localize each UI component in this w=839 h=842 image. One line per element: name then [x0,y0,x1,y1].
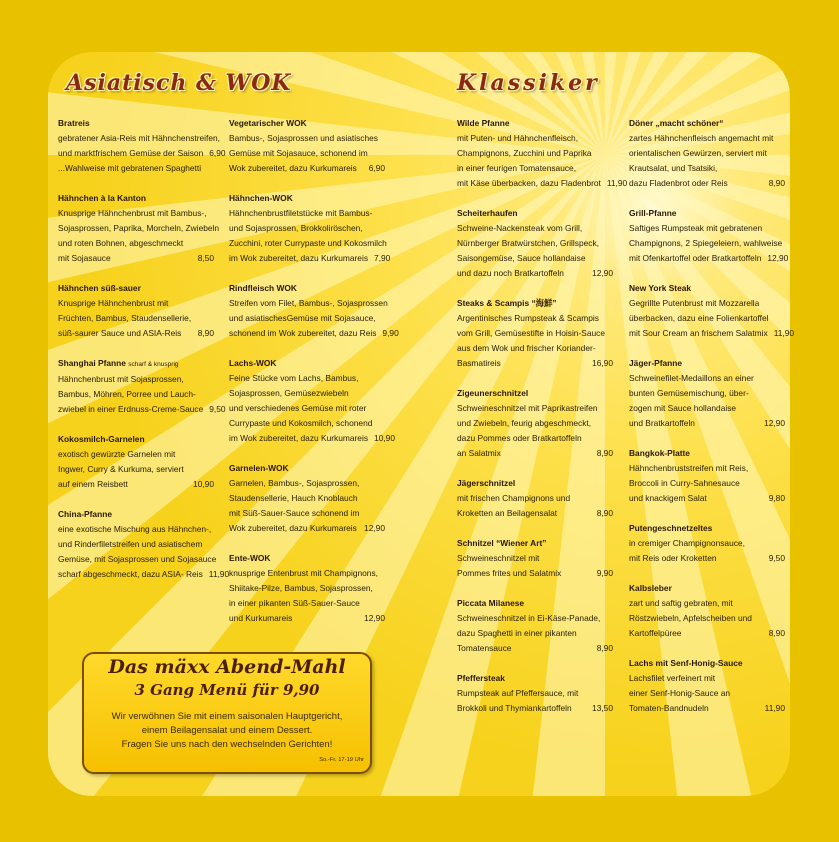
menu-item-line [629,476,785,491]
menu-item-description: dazu Pommes oder Bratkartoffeln [457,433,582,443]
menu-item-description: und Rinderfiletstreifen und asiatischem [58,539,203,549]
menu-item-price: 9,50 [768,553,785,563]
menu-item-line [229,386,385,401]
menu-item-line [629,311,785,326]
menu-item [229,461,385,536]
menu-item-description: Broccoli in Curry-Sahnesauce [629,478,740,488]
menu-item-price: 11,90 [764,703,785,713]
menu-item-description: Gemüse mit Sojasauce, schonend im [229,148,368,158]
menu-item-line [457,626,613,641]
menu-item-price: 6,90 [368,163,385,173]
menu-item-description: dazu Fladenbrot oder Reis [629,178,728,188]
menu-item-description: Sojasprossen, Paprika, Morcheln, Zwiebeln [58,223,220,233]
menu-column-3 [457,116,628,731]
menu-item-line [58,537,214,552]
menu-item-line [457,641,613,656]
menu-item-description: Basmatireis [457,358,501,368]
menu-item [629,581,785,641]
menu-item-line [629,251,789,266]
menu-item-name: Garnelen-WOK [229,463,289,473]
menu-item-line [58,146,226,161]
menu-item-name: China-Pfanne [58,509,112,519]
menu-item-line [229,221,385,236]
menu-item-line [58,206,214,221]
menu-item-line [229,491,385,506]
menu-item [629,521,785,566]
menu-item-price: 11,90 [208,569,230,579]
menu-item-line [457,566,613,581]
menu-item-line [629,686,785,701]
evening-menu-text-2: einem Beilagensalat und einem Dessert. [141,725,313,736]
menu-item-name: Schnitzel “Wiener Art” [457,538,547,548]
menu-item-description: ...Wahlweise mit gebratenen Spaghetti [58,163,202,173]
menu-item-description: Röstzwiebeln, Apfelscheiben und [629,613,752,623]
menu-item [457,296,613,371]
menu-item-description: Pommes frites und Salatmix [457,568,562,578]
menu-item [629,206,789,266]
menu-item-description: Garnelen, Bambus-, Sojasprossen, [229,478,360,488]
menu-item-description: Nürnberger Bratwürstchen, Grillspeck, [457,238,599,248]
menu-item-description: mit frischen Champignons und [457,493,571,503]
menu-item-description: Hähnchenbruststreifen mit Reis, [629,463,749,473]
menu-item-price: 12,90 [767,253,789,263]
menu-item-description: Lachsfilet verfeinert mit [629,673,716,683]
menu-item-description: und Zwiebeln, feurig abgeschmeckt, [457,418,592,428]
menu-item-line [229,596,385,611]
menu-item-line [229,131,385,146]
menu-item-description: in cremiger Champignonsauce, [629,538,745,548]
menu-item-price: 8,90 [197,328,214,338]
menu-item-line [58,552,217,567]
menu-item-price: 9,50 [209,404,226,414]
menu-item-description: und verschiedenes Gemüse mit roter [229,403,367,413]
evening-menu-text-1: Wir verwöhnen Sie mit einem saisonalen Hauptgericht, [111,711,343,722]
menu-item-description: Rumpsteak auf Pfeffersauce, mit [457,688,579,698]
menu-item-line [457,431,613,446]
menu-item [58,116,226,176]
menu-item-description: scharf abgeschmeckt, dazu ASIA- Reis [58,569,203,579]
menu-item-name: Zigeunerschnitzel [457,388,529,398]
menu-item-description: überbacken, dazu eine Folienkartoffel [629,313,769,323]
menu-item-line [457,446,613,461]
menu-item-line [457,251,613,266]
menu-item-line [457,236,613,251]
menu-item-name: Hähnchen-WOK [229,193,293,203]
menu-item-description: dazu Spaghetti in einer pikanten [457,628,577,638]
menu-item-price: 10,90 [193,479,214,489]
menu-item-price: 8,90 [596,508,613,518]
menu-item [229,116,385,176]
menu-item-price: 12,90 [592,268,613,278]
menu-item-line [457,611,613,626]
menu-item-description: im Wok zubereitet, dazu Kurkumareis [229,253,369,263]
menu-item-description: Früchten, Bambus, Staudensellerie, [58,313,192,323]
menu-item-line [457,701,613,716]
menu-item-name: Shanghai Pfanne scharf & knusprig [58,358,179,368]
menu-item-description: und Sojasprossen, Brokkoliröschen, [229,223,363,233]
menu-item-price: 9,90 [382,328,399,338]
menu-item-description: Brokkoli und Thymiankartoffeln [457,703,572,713]
menu-item-description: Wok zubereitet, dazu Kurkumareis [229,523,357,533]
menu-item-name: Pfeffersteak [457,673,505,683]
menu-item-description: Schweineschnitzel in Ei-Käse-Panade, [457,613,601,623]
menu-item-price: 11,90 [606,178,628,188]
menu-item [457,386,613,461]
menu-item-price: 12,90 [764,418,785,428]
menu-item-description: Schweinefilet-Medaillons an einer [629,373,754,383]
menu-item [457,671,613,716]
menu-item-price: 7,90 [374,253,391,263]
menu-item-price: 8,50 [197,253,214,263]
menu-item-description: Hähnchenbrustfiletstücke mit Bambus- [229,208,373,218]
menu-item-description: mit Sour Cream an frischem Salatmix [629,328,768,338]
menu-item-name: Scheiterhaufen [457,208,518,218]
menu-item-line [629,701,785,716]
menu-item-name: Kalbsleber [629,583,672,593]
menu-item [58,281,214,341]
menu-item-line [629,386,785,401]
menu-item-description: und knackigem Salat [629,493,707,503]
menu-item-name: Putengeschnetzeltes [629,523,713,533]
menu-item-description: Bambus, Möhren, Porree und Lauch- [58,389,196,399]
menu-item-description: Tomaten-Bandnudeln [629,703,709,713]
menu-item-line [58,311,214,326]
menu-item-description: Champignons, Zucchini und Paprika [457,148,592,158]
menu-item-description: einer Senf-Honig-Sauce an [629,688,731,698]
menu-item-description: und roten Bohnen, abgeschmeckt [58,238,184,248]
menu-item-line [457,341,613,356]
menu-item-line [457,326,613,341]
menu-item-description: zogen mit Sauce hollandaise [629,403,737,413]
menu-item [629,446,785,506]
menu-item [457,206,613,281]
menu-item-line [629,401,785,416]
menu-item-line [629,146,785,161]
menu-item-line [58,372,214,387]
menu-item-description: mit Puten- und Hähnchenfleisch, [457,133,579,143]
menu-item-price: 13,50 [592,703,613,713]
menu-item-description: gebratener Asia-Reis mit Hähnchenstreifen, [58,133,220,143]
menu-item-line [457,146,613,161]
menu-item-name: Hähnchen süß-sauer [58,283,141,293]
menu-item-name: Jäger-Pfanne [629,358,683,368]
section-title-asia: Asiatisch & WOK [66,70,292,96]
menu-item-line [229,476,385,491]
menu-column-4 [629,116,795,731]
menu-item-description: mit Käse überbacken, dazu Fladenbrot [457,178,601,188]
menu-item-line [58,387,214,402]
menu-item [629,116,785,191]
menu-item-description: mit Ofenkartoffel oder Bratkartoffeln [629,253,762,263]
menu-item-line [229,311,385,326]
menu-item-line [629,596,785,611]
menu-item [629,281,795,341]
menu-item-description: mit Reis oder Kroketten [629,553,717,563]
menu-item-name: Bangkok-Platte [629,448,690,458]
menu-item-line [229,611,385,626]
menu-item-description: Argentinisches Rumpsteak & Scampis [457,313,599,323]
menu-item-name: Piccata Milanese [457,598,525,608]
menu-item-description: Ingwer, Curry & Kurkuma, serviert [58,464,184,474]
menu-item-name: Bratreis [58,118,90,128]
menu-item-line [58,402,226,417]
menu-item-line [629,236,785,251]
menu-item-name: Lachs mit Senf-Honig-Sauce [629,658,743,668]
menu-item-description: und asiatischesGemüse mit Sojasauce, [229,313,376,323]
menu-item-description: süß-saurer Sauce und ASIA-Reis [58,328,182,338]
menu-item-line [229,566,385,581]
menu-item-line [229,401,385,416]
evening-menu-subtitle: 3 Gang Menü für 9,90 [134,681,320,699]
menu-item-name: Ente-WOK [229,553,271,563]
menu-item-description: zartes Hähnchenfleisch angemacht mit [629,133,774,143]
menu-item-line [629,371,785,386]
evening-menu-hours: So.-Fr. 17-19 Uhr [319,757,364,763]
menu-item-line [58,131,220,146]
menu-column-1 [58,116,230,597]
menu-item-name: Grill-Pfanne [629,208,677,218]
menu-item-line [229,296,388,311]
menu-item-line [629,626,785,641]
menu-item-line [58,477,214,492]
menu-item-name: New York Steak [629,283,692,293]
menu-item-price: 9,80 [768,493,785,503]
menu-item-description: Currypaste und Kokosmilch, schonend [229,418,373,428]
menu-item-name: Döner „macht schöner“ [629,118,724,128]
menu-item-line [629,221,785,236]
menu-item-line [229,521,385,536]
menu-item-line [229,581,385,596]
menu-item-description: Kartoffelpüree [629,628,682,638]
menu-item-description: Kroketten an Beilagensalat [457,508,558,518]
menu-item-name: Rindfleisch WOK [229,283,297,293]
menu-item-name: Jägerschnitzel [457,478,516,488]
menu-item-line [457,401,613,416]
menu-item-description: in einer pikanten Süß-Sauer-Sauce [229,598,360,608]
menu-item-line [229,506,385,521]
menu-item-price: 8,90 [596,643,613,653]
menu-item-price: 9,90 [596,568,613,578]
menu-item-description: exotisch gewürzte Garnelen mit [58,449,176,459]
menu-item-name: Lachs-WOK [229,358,277,368]
menu-item-description: auf einem Reisbett [58,479,128,489]
menu-item-description: und Kurkumareis [229,613,293,623]
menu-item-description: bunten Gemüsemischung, über- [629,388,749,398]
menu-item-price: 12,90 [364,523,385,533]
menu-item-line [229,431,395,446]
menu-item-description: Shiitake-Pilze, Bambus, Sojasprossen, [229,583,373,593]
menu-item-line [229,161,385,176]
menu-item [629,656,785,716]
menu-item [58,432,214,492]
menu-item-description: mit Sojasauce [58,253,111,263]
menu-item-line [457,161,613,176]
menu-column-2 [229,116,399,641]
menu-item-description: schonend im Wok zubereitet, dazu Reis [229,328,377,338]
menu-item-line [629,131,785,146]
menu-item-description: und Bratkartoffeln [629,418,695,428]
menu-item-name: Kokosmilch-Garnelen [58,434,145,444]
menu-item-note: scharf & knusprig [128,361,179,368]
menu-item [457,116,628,191]
menu-item-description: eine exotische Mischung aus Hähnchen-, [58,524,212,534]
menu-item-price: 6,90 [209,148,226,158]
menu-item-line [629,296,785,311]
menu-item-line [457,356,613,371]
menu-item-description: Saftiges Rumpsteak mit gebratenen [629,223,763,233]
menu-item [229,356,395,446]
menu-item-line [58,447,214,462]
menu-item-description: und marktfrischem Gemüse der Saison [58,148,204,158]
menu-item-line [629,416,785,431]
menu-item-line [58,567,230,582]
menu-item-description: Bambus-, Sojasprossen und asiatisches [229,133,378,143]
menu-item-line [629,461,785,476]
menu-item-description: Schweine-Nackensteak vom Grill, [457,223,583,233]
menu-item-line [58,221,220,236]
menu-item-line [457,551,613,566]
menu-item-description: vom Grill, Gemüsestifte in Hoisin-Sauce [457,328,606,338]
menu-item-description: und dazu noch Bratkartoffeln [457,268,564,278]
menu-item [457,596,613,656]
menu-item-line [457,131,613,146]
menu-item-line [58,522,214,537]
menu-item-description: Champignons, 2 Spiegeleiern, wahlweise [629,238,783,248]
menu-item-description: Knusprige Hähnchenbrust mit Bambus-, [58,208,207,218]
menu-item-description: Gegrillte Putenbrust mit Mozzarella [629,298,760,308]
menu-item-description: Streifen vom Filet, Bambus-, Sojasprossen [229,298,388,308]
menu-item [457,476,613,521]
menu-item-line [457,506,613,521]
menu-item-description: Krautsalat, und Tsatsiki, [629,163,718,173]
menu-item-price: 12,90 [364,613,385,623]
menu-item-price: 16,90 [592,358,613,368]
menu-item-description: Sojasprossen, Gemüsezwiebeln [229,388,349,398]
menu-item [229,281,399,341]
menu-item-line [229,146,385,161]
menu-item-description: in einer feurigen Tomatensauce, [457,163,577,173]
menu-item-line [629,491,785,506]
menu-item-line [629,326,795,341]
menu-item [58,356,226,417]
menu-item-name: Wilde Pfanne [457,118,510,128]
menu-item-price: 8,90 [596,448,613,458]
menu-item-line [629,176,785,191]
evening-menu-box [82,652,372,774]
menu-item-line [229,416,385,431]
menu-item-description: mit Süß-Sauer-Sauce schonend im [229,508,360,518]
menu-item-price: 8,90 [768,178,785,188]
evening-menu-text-3: Fragen Sie uns nach den wechselnden Gerichten! [121,739,333,750]
menu-item-description: Saisongemüse, Sauce hollandaise [457,253,586,263]
menu-item-price: 10,90 [374,433,395,443]
menu-item-line [457,176,628,191]
menu-item-description: zart und saftig gebraten, mit [629,598,733,608]
menu-item-line [457,686,613,701]
menu-item-line [58,296,214,311]
menu-item-line [457,416,613,431]
menu-item-description: zwiebel in einer Erdnuss-Creme-Sauce [58,404,204,414]
menu-item-line [58,326,214,341]
menu-item-description: Gemüse, mit Sojasprossen und Sojasauce [58,554,217,564]
menu-item-line [58,161,214,176]
evening-menu-title: Das mäxx Abend-Mahl [108,656,346,678]
menu-item-line [457,266,613,281]
menu-item-line [457,491,613,506]
menu-item-line [58,236,214,251]
menu-item-name: Steaks & Scampis “海鮮” [457,298,557,308]
menu-item-description: Schweineschnitzel mit [457,553,540,563]
menu-item-line [229,206,385,221]
menu-item-description: Zucchini, roter Currypaste und Kokosmilch [229,238,387,248]
menu-item-description: Hähnchenbrust mit Sojasprossen, [58,374,184,384]
menu-item-line [457,311,613,326]
menu-item-line [629,161,785,176]
menu-item-description: Feine Stücke vom Lachs, Bambus, [229,373,359,383]
menu-item-description: aus dem Wok und frischer Koriander- [457,343,596,353]
menu-item-description: knusprige Entenbrust mit Champignons, [229,568,378,578]
menu-item [229,191,391,266]
menu-item-line [229,326,399,341]
menu-item-line [229,236,385,251]
menu-item-description: Wok zubereitet, dazu Kurkumareis [229,163,357,173]
menu-item-line [229,251,391,266]
section-title-klassiker: Klassiker [457,70,600,96]
menu-item-line [629,536,785,551]
menu-item-price: 11,90 [773,328,795,338]
menu-item-line [629,551,785,566]
menu-item-name: Hähnchen à la Kanton [58,193,146,203]
menu-item-description: Tomatensauce [457,643,512,653]
menu-item [629,356,785,431]
menu-item-line [457,221,613,236]
menu-item-name: Vegetarischer WOK [229,118,307,128]
menu-item-line [629,671,785,686]
menu-item-line [629,611,785,626]
menu-item-description: Knusprige Hähnchenbrust mit [58,298,169,308]
menu-item [457,536,613,581]
menu-item-description: im Wok zubereitet, dazu Kurkumareis [229,433,369,443]
menu-item-description: Staudensellerie, Hauch Knoblauch [229,493,358,503]
menu-item-description: orientalischen Gewürzen, serviert mit [629,148,767,158]
menu-item-line [58,251,214,266]
menu-item-description: an Salatmix [457,448,501,458]
menu-item-price: 8,90 [768,628,785,638]
menu-item [229,551,385,626]
menu-item-line [229,371,385,386]
menu-item [58,191,220,266]
menu-item [58,507,230,582]
menu-item-description: Schweineschnitzel mit Paprikastreifen [457,403,598,413]
menu-item-line [58,462,214,477]
